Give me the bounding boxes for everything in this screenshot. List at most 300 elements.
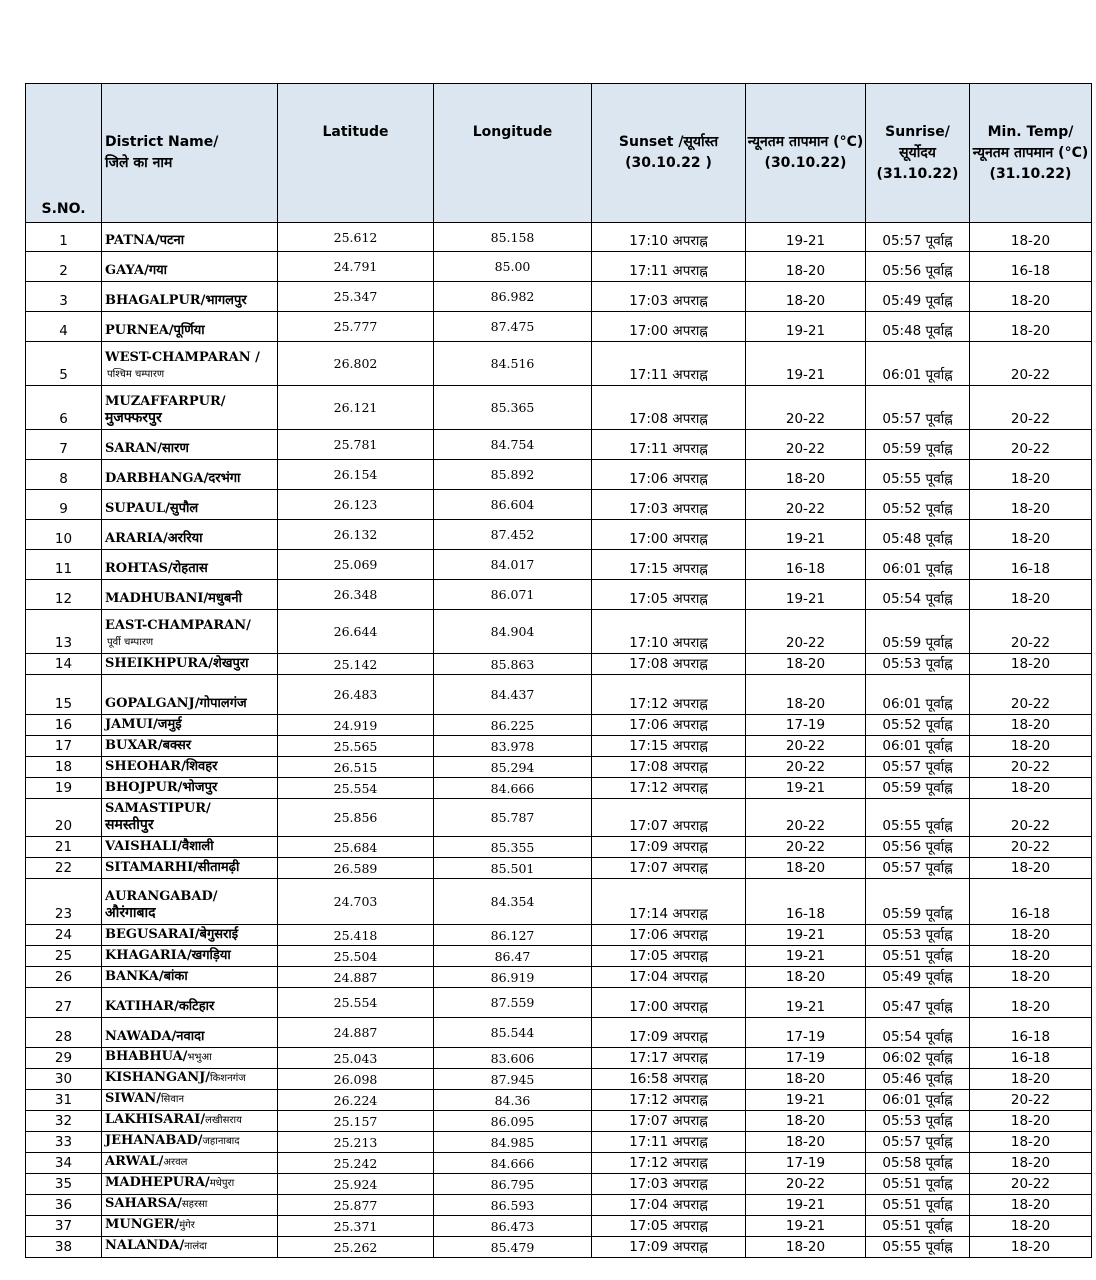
district-cell (102, 858, 278, 879)
district-name-hi: नालंदा (184, 1241, 208, 1252)
district-name-hi: औरंगाबाद (105, 905, 156, 921)
district-name-en: DARBHANGA/ (105, 471, 209, 486)
header-min-temp-31-10: Min. Temp/ न्यूनतम तापमान (°C) (31.10.22) (970, 84, 1092, 223)
latitude-cell: 26.644 (278, 610, 434, 654)
min-temp-31-10-cell: 20-22 (970, 386, 1092, 430)
sunrise-cell: 05:57 पूर्वाह्न (866, 386, 970, 430)
district-name-hi: सुपौल (169, 501, 199, 516)
district-name-en: PURNEA/ (105, 323, 174, 338)
district-cell (102, 610, 278, 654)
latitude-cell: 24.703 (278, 879, 434, 925)
longitude-cell: 86.071 (434, 580, 592, 610)
sunrise-cell: 05:59 पूर्वाह्न (866, 778, 970, 799)
table-body (26, 223, 1092, 1258)
latitude-cell: 26.132 (278, 520, 434, 550)
sunset-cell: 17:08 अपराह्न (592, 654, 746, 675)
min-temp-30-10-cell: 20-22 (746, 837, 866, 858)
sno-cell: 13 (26, 610, 102, 654)
min-temp-31-10-cell: 18-20 (970, 1195, 1092, 1216)
sunset-cell: 17:07 अपराह्न (592, 858, 746, 879)
min-temp-31-10-cell: 18-20 (970, 988, 1092, 1018)
sunset-cell: 17:05 अपराह्न (592, 580, 746, 610)
sunrise-cell: 05:57 पूर्वाह्न (866, 858, 970, 879)
district-name-hi: सारण (162, 441, 189, 456)
sunrise-cell: 05:49 पूर्वाह्न (866, 282, 970, 312)
min-temp-31-10-cell: 18-20 (970, 715, 1092, 736)
min-temp-30-10-cell: 20-22 (746, 386, 866, 430)
sunrise-cell: 05:55 पूर्वाह्न (866, 1237, 970, 1258)
district-cell (102, 715, 278, 736)
min-temp-31-10-cell: 16-18 (970, 550, 1092, 580)
district-name-en: SHEOHAR/ (105, 759, 186, 774)
min-temp-31-10-cell: 20-22 (970, 675, 1092, 715)
header-district-en: District Name/ (105, 134, 219, 150)
table-row (26, 675, 1092, 715)
district-name-hi: भागलपुर (205, 293, 247, 308)
min-temp-31-10-cell: 18-20 (970, 925, 1092, 946)
district-name-hi: भोजपुर (182, 780, 218, 795)
district-name-en: SIWAN/ (105, 1091, 161, 1106)
district-name-hi: वैशाली (181, 839, 214, 854)
sno-cell: 7 (26, 430, 102, 460)
min-temp-30-10-cell: 20-22 (746, 1174, 866, 1195)
district-name-hi: शिवहर (185, 759, 218, 774)
district-cell (102, 778, 278, 799)
latitude-cell: 25.418 (278, 925, 434, 946)
district-name-en: SAHARSA/ (105, 1196, 182, 1211)
district-name-en: JEHANABAD/ (105, 1133, 203, 1148)
table-row (26, 520, 1092, 550)
sunrise-cell: 05:51 पूर्वाह्न (866, 946, 970, 967)
sunrise-cell: 05:57 पूर्वाह्न (866, 757, 970, 778)
district-name-hi: पूर्वी चम्पारण (107, 637, 154, 648)
latitude-cell: 26.589 (278, 858, 434, 879)
latitude-cell: 26.224 (278, 1090, 434, 1111)
table-row (26, 550, 1092, 580)
table-row (26, 1153, 1092, 1174)
min-temp-30-10-cell: 20-22 (746, 610, 866, 654)
table-row (26, 223, 1092, 252)
district-name-en: BANKA/ (105, 969, 164, 984)
min-temp-30-10-cell: 20-22 (746, 430, 866, 460)
sunrise-cell: 06:01 पूर्वाह्न (866, 342, 970, 386)
min-temp-31-10-cell: 18-20 (970, 282, 1092, 312)
longitude-cell: 86.095 (434, 1111, 592, 1132)
min-temp-31-10-cell: 18-20 (970, 858, 1092, 879)
table-row (26, 460, 1092, 490)
min-temp-30-10-cell: 19-21 (746, 580, 866, 610)
district-name-en: KATIHAR/ (105, 999, 179, 1014)
sno-cell: 26 (26, 967, 102, 988)
sno-cell: 19 (26, 778, 102, 799)
sunset-cell: 17:09 अपराह्न (592, 837, 746, 858)
sno-cell: 28 (26, 1018, 102, 1048)
sno-cell: 17 (26, 736, 102, 757)
latitude-cell: 25.043 (278, 1048, 434, 1069)
sunset-cell: 17:11 अपराह्न (592, 342, 746, 386)
district-name-en: LAKHISARAI/ (105, 1112, 206, 1127)
min-temp-31-10-cell: 20-22 (970, 430, 1092, 460)
sunset-cell: 17:10 अपराह्न (592, 223, 746, 252)
min-temp-31-10-cell: 18-20 (970, 1153, 1092, 1174)
district-name-hi: गया (148, 263, 168, 278)
header-min-temp-30-10: न्यूनतम तापमान (°C) (30.10.22) (746, 84, 866, 223)
sno-cell: 30 (26, 1069, 102, 1090)
sunrise-cell: 05:48 पूर्वाह्न (866, 520, 970, 550)
min-temp-30-10-cell: 18-20 (746, 1237, 866, 1258)
sunset-cell: 17:03 अपराह्न (592, 1174, 746, 1195)
latitude-cell: 25.777 (278, 312, 434, 342)
min-temp-30-10-cell: 19-21 (746, 946, 866, 967)
district-name-en: AURANGABAD/ (105, 889, 218, 904)
table-row (26, 654, 1092, 675)
longitude-cell: 84.36 (434, 1090, 592, 1111)
sno-cell: 21 (26, 837, 102, 858)
min-temp-30-10-cell: 19-21 (746, 342, 866, 386)
sunset-cell: 17:06 अपराह्न (592, 715, 746, 736)
sunrise-cell: 05:59 पूर्वाह्न (866, 879, 970, 925)
sunrise-cell: 05:51 पूर्वाह्न (866, 1216, 970, 1237)
min-temp-30-10-cell: 17-19 (746, 715, 866, 736)
table-row (26, 967, 1092, 988)
latitude-cell: 24.919 (278, 715, 434, 736)
sunset-cell: 16:58 अपराह्न (592, 1069, 746, 1090)
sunrise-cell: 05:55 पूर्वाह्न (866, 799, 970, 837)
district-name-en: ARARIA/ (105, 531, 168, 546)
latitude-cell: 26.483 (278, 675, 434, 715)
district-name-en: MUZAFFARPUR/ (105, 394, 226, 409)
sno-cell: 22 (26, 858, 102, 879)
sno-cell: 27 (26, 988, 102, 1018)
longitude-cell: 86.593 (434, 1195, 592, 1216)
district-name-hi: जमुई (157, 717, 182, 732)
district-cell (102, 1174, 278, 1195)
district-name-en: BHOJPUR/ (105, 780, 183, 795)
sunrise-cell: 05:53 पूर्वाह्न (866, 654, 970, 675)
latitude-cell: 24.887 (278, 1018, 434, 1048)
sunrise-cell: 05:57 पूर्वाह्न (866, 1132, 970, 1153)
district-weather-table (25, 83, 1092, 1258)
longitude-cell: 84.354 (434, 879, 592, 925)
district-name-hi: खगड़िया (191, 948, 231, 963)
sno-cell: 16 (26, 715, 102, 736)
sunrise-cell: 06:01 पूर्वाह्न (866, 550, 970, 580)
header-sno: S.NO. (26, 84, 102, 223)
longitude-cell: 84.754 (434, 430, 592, 460)
district-name-hi: पटना (159, 233, 185, 248)
min-temp-30-10-cell: 19-21 (746, 778, 866, 799)
district-name-en: SITAMARHI/ (105, 860, 198, 875)
district-name-en: EAST-CHAMPARAN/ (105, 618, 251, 633)
sunrise-cell: 05:46 पूर्वाह्न (866, 1069, 970, 1090)
sno-cell: 10 (26, 520, 102, 550)
district-name-hi: भभुआ (187, 1052, 212, 1063)
sno-cell: 36 (26, 1195, 102, 1216)
min-temp-31-10-cell: 18-20 (970, 1237, 1092, 1258)
sunrise-cell: 05:48 पूर्वाह्न (866, 312, 970, 342)
district-name-hi: पश्चिम चम्पारण (107, 369, 165, 380)
latitude-cell: 25.069 (278, 550, 434, 580)
district-cell (102, 430, 278, 460)
sunrise-cell: 05:49 पूर्वाह्न (866, 967, 970, 988)
longitude-cell: 85.355 (434, 837, 592, 858)
min-temp-31-10-cell: 20-22 (970, 342, 1092, 386)
min-temp-31-10-cell: 18-20 (970, 223, 1092, 252)
district-name-en: WEST-CHAMPARAN / (105, 350, 260, 365)
longitude-cell: 85.863 (434, 654, 592, 675)
district-name-en: MADHUBANI/ (105, 591, 209, 606)
district-name-en: GOPALGANJ/ (105, 696, 200, 711)
district-cell (102, 988, 278, 1018)
district-cell (102, 1216, 278, 1237)
table-row (26, 1048, 1092, 1069)
district-cell (102, 654, 278, 675)
sno-cell: 32 (26, 1111, 102, 1132)
sno-cell: 34 (26, 1153, 102, 1174)
sunset-cell: 17:03 अपराह्न (592, 282, 746, 312)
district-name-en: BEGUSARAI/ (105, 927, 200, 942)
header-district-hi: जिले का नाम (105, 155, 173, 171)
sunset-cell: 17:03 अपराह्न (592, 490, 746, 520)
sno-cell: 8 (26, 460, 102, 490)
sunset-cell: 17:09 अपराह्न (592, 1237, 746, 1258)
longitude-cell: 84.666 (434, 778, 592, 799)
latitude-cell: 25.242 (278, 1153, 434, 1174)
longitude-cell: 83.978 (434, 736, 592, 757)
sunrise-cell: 05:59 पूर्वाह्न (866, 610, 970, 654)
longitude-cell: 84.985 (434, 1132, 592, 1153)
longitude-cell: 85.501 (434, 858, 592, 879)
min-temp-30-10-cell: 17-19 (746, 1048, 866, 1069)
sno-cell: 23 (26, 879, 102, 925)
sunset-cell: 17:04 अपराह्न (592, 967, 746, 988)
min-temp-30-10-cell: 19-21 (746, 223, 866, 252)
sunrise-cell: 05:52 पूर्वाह्न (866, 490, 970, 520)
min-temp-30-10-cell: 18-20 (746, 1132, 866, 1153)
district-cell (102, 757, 278, 778)
district-name-en: SUPAUL/ (105, 501, 170, 516)
header-row (26, 84, 1092, 223)
latitude-cell: 26.154 (278, 460, 434, 490)
district-cell (102, 1069, 278, 1090)
sno-cell: 25 (26, 946, 102, 967)
district-name-en: NAWADA/ (105, 1029, 177, 1044)
min-temp-31-10-cell: 16-18 (970, 252, 1092, 282)
sunset-cell: 17:06 अपराह्न (592, 925, 746, 946)
district-name-en: ARWAL/ (105, 1154, 164, 1169)
min-temp-31-10-cell: 16-18 (970, 879, 1092, 925)
district-name-hi: रोहतास (172, 561, 208, 576)
min-temp-31-10-cell: 20-22 (970, 1090, 1092, 1111)
min-temp-30-10-cell: 19-21 (746, 1216, 866, 1237)
district-cell (102, 520, 278, 550)
min-temp-30-10-cell: 16-18 (746, 550, 866, 580)
table-row (26, 1195, 1092, 1216)
latitude-cell: 24.791 (278, 252, 434, 282)
sno-cell: 29 (26, 1048, 102, 1069)
min-temp-31-10-cell: 18-20 (970, 1069, 1092, 1090)
latitude-cell: 25.554 (278, 988, 434, 1018)
district-name-hi: कटिहार (178, 999, 215, 1014)
district-cell (102, 1018, 278, 1048)
longitude-cell: 86.47 (434, 946, 592, 967)
sno-cell: 31 (26, 1090, 102, 1111)
sno-cell: 33 (26, 1132, 102, 1153)
longitude-cell: 86.473 (434, 1216, 592, 1237)
table-row (26, 715, 1092, 736)
sunset-cell: 17:05 अपराह्न (592, 946, 746, 967)
latitude-cell: 25.684 (278, 837, 434, 858)
sunset-cell: 17:11 अपराह्न (592, 1132, 746, 1153)
sunset-cell: 17:00 अपराह्न (592, 520, 746, 550)
latitude-cell: 26.123 (278, 490, 434, 520)
table-row (26, 858, 1092, 879)
min-temp-30-10-cell: 18-20 (746, 252, 866, 282)
latitude-cell: 25.262 (278, 1237, 434, 1258)
longitude-cell: 86.919 (434, 967, 592, 988)
table-row (26, 736, 1092, 757)
longitude-cell: 84.437 (434, 675, 592, 715)
sunset-cell: 17:14 अपराह्न (592, 879, 746, 925)
sno-cell: 9 (26, 490, 102, 520)
district-cell (102, 1048, 278, 1069)
sno-cell: 1 (26, 223, 102, 252)
longitude-cell: 85.294 (434, 757, 592, 778)
latitude-cell: 25.213 (278, 1132, 434, 1153)
district-name-hi: जहानाबाद (202, 1136, 240, 1147)
min-temp-31-10-cell: 18-20 (970, 736, 1092, 757)
latitude-cell: 25.347 (278, 282, 434, 312)
longitude-cell: 85.787 (434, 799, 592, 837)
latitude-cell: 25.157 (278, 1111, 434, 1132)
latitude-cell: 26.802 (278, 342, 434, 386)
sunrise-cell: 06:02 पूर्वाह्न (866, 1048, 970, 1069)
district-name-hi: सिवान (160, 1094, 185, 1105)
district-name-en: SAMASTIPUR/ (105, 801, 211, 816)
min-temp-30-10-cell: 20-22 (746, 757, 866, 778)
longitude-cell: 85.158 (434, 223, 592, 252)
longitude-cell: 87.559 (434, 988, 592, 1018)
sunset-cell: 17:12 अपराह्न (592, 1153, 746, 1174)
table-row (26, 282, 1092, 312)
latitude-cell: 25.371 (278, 1216, 434, 1237)
min-temp-31-10-cell: 18-20 (970, 1132, 1092, 1153)
table-row (26, 342, 1092, 386)
longitude-cell: 85.365 (434, 386, 592, 430)
sno-cell: 4 (26, 312, 102, 342)
district-name-en: MUNGER/ (105, 1217, 180, 1232)
latitude-cell: 24.887 (278, 967, 434, 988)
longitude-cell: 84.666 (434, 1153, 592, 1174)
district-name-en: KISHANGANJ/ (105, 1070, 210, 1085)
table-row (26, 386, 1092, 430)
table-row (26, 837, 1092, 858)
sunrise-cell: 06:01 पूर्वाह्न (866, 675, 970, 715)
min-temp-30-10-cell: 18-20 (746, 1069, 866, 1090)
min-temp-30-10-cell: 18-20 (746, 967, 866, 988)
min-temp-30-10-cell: 20-22 (746, 490, 866, 520)
sunrise-cell: 05:47 पूर्वाह्न (866, 988, 970, 1018)
sunset-cell: 17:10 अपराह्न (592, 610, 746, 654)
latitude-cell: 26.121 (278, 386, 434, 430)
table-row (26, 1216, 1092, 1237)
min-temp-30-10-cell: 19-21 (746, 520, 866, 550)
district-cell (102, 736, 278, 757)
district-name-hi: बक्सर (162, 738, 192, 753)
sunset-cell: 17:12 अपराह्न (592, 675, 746, 715)
sno-cell: 2 (26, 252, 102, 282)
min-temp-31-10-cell: 18-20 (970, 967, 1092, 988)
latitude-cell: 25.924 (278, 1174, 434, 1195)
district-name-en: NALANDA/ (105, 1238, 185, 1253)
district-name-hi: लखीसराय (205, 1115, 242, 1126)
latitude-cell: 25.504 (278, 946, 434, 967)
table-row (26, 1069, 1092, 1090)
min-temp-31-10-cell: 20-22 (970, 799, 1092, 837)
district-name-en: BHABHUA/ (105, 1049, 188, 1064)
header-district (102, 84, 278, 223)
sunrise-cell: 05:56 पूर्वाह्न (866, 252, 970, 282)
sunset-cell: 17:07 अपराह्न (592, 799, 746, 837)
district-cell (102, 799, 278, 837)
sunset-cell: 17:04 अपराह्न (592, 1195, 746, 1216)
sno-cell: 38 (26, 1237, 102, 1258)
sunset-cell: 17:11 अपराह्न (592, 252, 746, 282)
min-temp-31-10-cell: 18-20 (970, 312, 1092, 342)
district-cell (102, 1132, 278, 1153)
min-temp-31-10-cell: 18-20 (970, 580, 1092, 610)
min-temp-31-10-cell: 18-20 (970, 520, 1092, 550)
district-cell (102, 1090, 278, 1111)
district-name-hi: अररिया (167, 531, 203, 546)
sunrise-cell: 05:58 पूर्वाह्न (866, 1153, 970, 1174)
table-row (26, 1018, 1092, 1048)
sno-cell: 18 (26, 757, 102, 778)
min-temp-31-10-cell: 16-18 (970, 1048, 1092, 1069)
latitude-cell: 26.515 (278, 757, 434, 778)
sunset-cell: 17:15 अपराह्न (592, 736, 746, 757)
district-name-en: BHAGALPUR/ (105, 293, 206, 308)
district-cell (102, 946, 278, 967)
district-name-en: SHEIKHPURA/ (105, 656, 213, 671)
header-sunrise: Sunrise/ सूर्योदय (31.10.22) (866, 84, 970, 223)
district-cell (102, 223, 278, 252)
min-temp-30-10-cell: 19-21 (746, 1195, 866, 1216)
district-cell (102, 460, 278, 490)
sno-cell: 3 (26, 282, 102, 312)
sno-cell: 35 (26, 1174, 102, 1195)
table-row (26, 778, 1092, 799)
min-temp-31-10-cell: 18-20 (970, 654, 1092, 675)
sno-cell: 12 (26, 580, 102, 610)
table-row (26, 1090, 1092, 1111)
longitude-cell: 85.892 (434, 460, 592, 490)
header-longitude: Longitude (434, 84, 592, 223)
district-cell (102, 312, 278, 342)
min-temp-31-10-cell: 20-22 (970, 757, 1092, 778)
min-temp-30-10-cell: 19-21 (746, 988, 866, 1018)
district-name-hi: पूर्णिया (173, 323, 205, 338)
district-cell (102, 1195, 278, 1216)
district-name-en: JAMUI/ (105, 717, 158, 732)
min-temp-30-10-cell: 18-20 (746, 858, 866, 879)
sunrise-cell: 06:01 पूर्वाह्न (866, 736, 970, 757)
sno-cell: 20 (26, 799, 102, 837)
sunrise-cell: 05:59 पूर्वाह्न (866, 430, 970, 460)
sunset-cell: 17:08 अपराह्न (592, 386, 746, 430)
sunrise-cell: 05:54 पूर्वाह्न (866, 580, 970, 610)
district-cell (102, 282, 278, 312)
